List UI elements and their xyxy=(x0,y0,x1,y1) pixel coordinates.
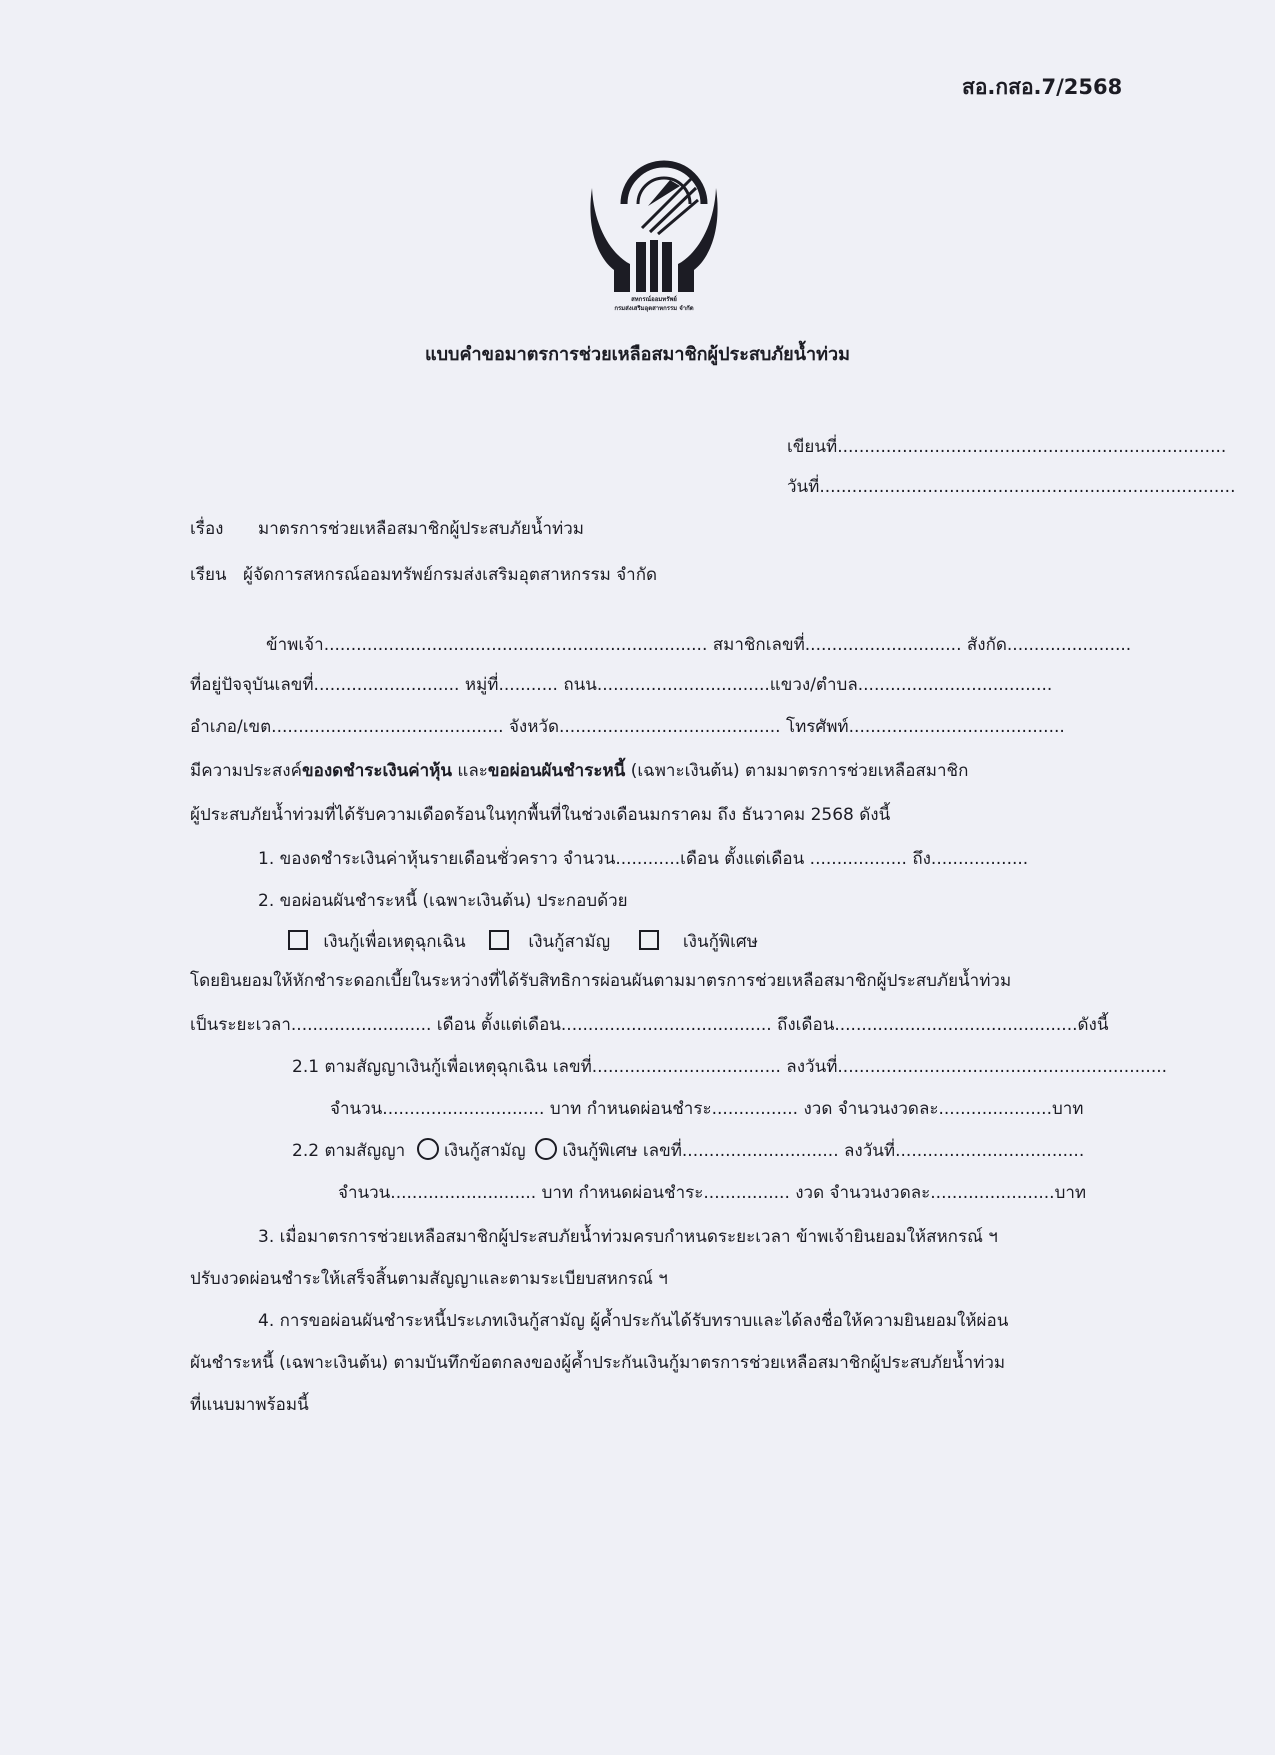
cooperative-logo-icon xyxy=(584,160,724,296)
district-line: อำเภอ/เขต........................................... จังหวัด......................................... โทรศัพท์........................................ xyxy=(190,717,1065,737)
item-3-line-1: 3. เมื่อมาตรการช่วยเหลือสมาชิกผู้ประสบภัยน้ำท่วมครบกำหนดระยะเวลา ข้าพเจ้ายินยอมให้สหกรณ์ ฯ xyxy=(258,1227,998,1247)
radio-special-loan[interactable] xyxy=(535,1138,557,1160)
purpose-bold-2: ขอผ่อนผันชำระหนี้ xyxy=(487,761,626,781)
date-field: วันที่............................................................................. xyxy=(787,477,1236,497)
logo xyxy=(584,160,724,320)
item-2-2 xyxy=(292,1138,1130,1162)
applicant-line: ข้าพเจ้า....................................................................... สมาชิกเลขที่............................. สังกัด....................... xyxy=(266,635,1132,655)
loan-type-emergency: เงินกู้เพื่อเหตุฉุกเฉิน xyxy=(323,932,466,952)
address-line: ที่อยู่ปัจจุบันเลขที่........................... หมู่ที่........... ถนน................................แขวง/ตำบล.................................... xyxy=(190,675,1053,695)
to-label: เรียน xyxy=(190,565,227,585)
checkbox-ordinary-loan[interactable] xyxy=(489,930,509,950)
subject-label: เรื่อง xyxy=(190,519,224,539)
purpose-line-1 xyxy=(190,760,968,782)
form-code: สอ.กสอ.7/2568 xyxy=(962,75,1123,99)
radio-ordinary-loan[interactable] xyxy=(417,1138,439,1160)
item-2-1: 2.1 ตามสัญญาเงินกู้เพื่อเหตุฉุกเฉิน เลขที่................................... ลงวันที่............................................................. xyxy=(292,1057,1168,1077)
item-4-line-2: ผันชำระหนี้ (เฉพาะเงินต้น) ตามบันทึกข้อตกลงของผู้ค้ำประกันเงินกู้มาตรการช่วยเหลือสมาชิกผู้ประสบภัยน้ำท่วม xyxy=(190,1353,1006,1373)
item-4-line-1: 4. การขอผ่อนผันชำระหนี้ประเภทเงินกู้สามัญ ผู้ค้ำประกันได้รับทราบและได้ลงชื่อให้ความยินยอมให้ผ่อน xyxy=(258,1311,1009,1331)
radio-ordinary-label: เงินกู้สามัญ xyxy=(443,1141,526,1161)
loan-type-ordinary: เงินกู้สามัญ xyxy=(528,932,611,952)
item-2-2-post: เลขที่............................. ลงวันที่................................... xyxy=(642,1141,1085,1161)
item-1: 1. ของดชำระเงินค่าหุ้นรายเดือนชั่วคราว จำนวน............เดือน ตั้งแต่เดือน .................. ถึง.................. xyxy=(258,849,1029,869)
logo-text-2: กรมส่งเสริมอุตสาหกรรม จำกัด xyxy=(614,305,694,312)
purpose-post: (เฉพาะเงินต้น) ตามมาตรการช่วยเหลือสมาชิก xyxy=(625,761,969,781)
radio-special-label: เงินกู้พิเศษ xyxy=(562,1141,638,1161)
item-2: 2. ขอผ่อนผันชำระหนี้ (เฉพาะเงินต้น) ประกอบด้วย xyxy=(258,891,628,911)
page-title: แบบคำขอมาตรการช่วยเหลือสมาชิกผู้ประสบภัยน้ำท่วม xyxy=(425,344,850,365)
consent-line: โดยยินยอมให้หักชำระดอกเบี้ยในระหว่างที่ได้รับสิทธิการผ่อนผันตามมาตรการช่วยเหลือสมาชิกผู้ประสบภัยน้ำท่วม xyxy=(190,971,1012,991)
item-2-1-amount: จำนวน.............................. บาท กำหนดผ่อนชำระ................ งวด จำนวนงวดละ.....................บาท xyxy=(330,1099,1084,1119)
purpose-pre: มีความประสงค์ xyxy=(190,761,302,781)
written-at-field: เขียนที่........................................................................ xyxy=(787,437,1227,457)
loan-type-options xyxy=(288,930,758,953)
purpose-bold-1: ของดชำระเงินค่าหุ้น xyxy=(301,761,452,781)
logo-text-1: สหกรณ์ออมทรัพย์ xyxy=(631,296,677,303)
checkbox-emergency-loan[interactable] xyxy=(288,930,308,950)
period-line: เป็นระยะเวลา.......................... เดือน ตั้งแต่เดือน....................................... ถึงเดือน.............................................ดังนี้ xyxy=(190,1015,1109,1035)
item-4-line-3: ที่แนบมาพร้อมนี้ xyxy=(190,1395,309,1415)
purpose-line-2: ผู้ประสบภัยน้ำท่วมที่ได้รับความเดือดร้อนในทุกพื้นที่ในช่วงเดือนมกราคม ถึง ธันวาคม 2568 ดังนี้ xyxy=(190,805,891,825)
to-recipient: ผู้จัดการสหกรณ์ออมทรัพย์กรมส่งเสริมอุตสาหกรรม จำกัด xyxy=(243,565,658,585)
checkbox-special-loan[interactable] xyxy=(639,930,659,950)
loan-type-special: เงินกู้พิเศษ xyxy=(682,932,758,952)
purpose-mid: และ xyxy=(451,761,488,781)
item-3-line-2: ปรับงวดผ่อนชำระให้เสร็จสิ้นตามสัญญาและตามระเบียบสหกรณ์ ฯ xyxy=(190,1269,668,1289)
item-2-2-amount: จำนวน........................... บาท กำหนดผ่อนชำระ................ งวด จำนวนงวดละ.......................บาท xyxy=(338,1183,1087,1203)
item-2-2-pre: 2.2 ตามสัญญา xyxy=(292,1141,406,1161)
subject: มาตรการช่วยเหลือสมาชิกผู้ประสบภัยน้ำท่วม xyxy=(258,519,585,539)
